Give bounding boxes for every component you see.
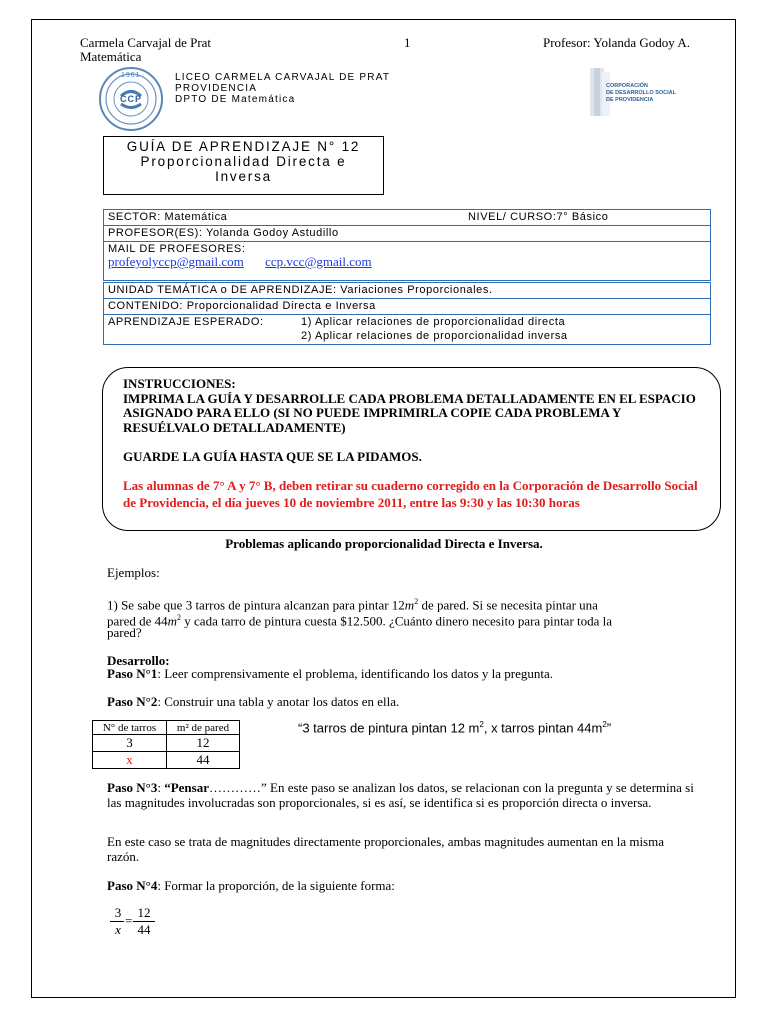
contenido-label: CONTENIDO: Proporcionalidad Directa e Inversa	[108, 300, 376, 312]
equals-sign: =	[125, 913, 133, 928]
mail-link-2[interactable]: ccp.vcc@gmail.com	[265, 254, 372, 269]
corp-line3: DE PROVIDENCIA	[606, 97, 654, 103]
profesor-label: PROFESOR(ES): Yolanda Godoy Astudillo	[108, 227, 339, 239]
desarrollo-heading: Desarrollo:	[107, 653, 170, 668]
nivel-label: NIVEL/ CURSO:7° Básico	[468, 211, 609, 223]
frac-left-denominator: x	[115, 922, 121, 937]
table-row	[93, 735, 240, 752]
guide-title-line3: Inversa	[215, 169, 272, 184]
explanation-paragraph: En este caso se trata de magnitudes directamente proporcionales, ambas magnitudes aumentan en la misma razón.	[107, 834, 665, 864]
sector-label: SECTOR: Matemática	[108, 211, 228, 223]
quote-statement: “3 tarros de pintura pintan 12 $m^2$, x tarros pintan $44m^2$”	[298, 720, 612, 736]
table-row	[93, 752, 240, 769]
school-city: PROVIDENCIA	[175, 83, 258, 94]
info-row-sector	[103, 209, 711, 226]
instructions-box	[102, 367, 721, 531]
paso-3: Paso N°3: “Pensar…………” En este paso se analizan los datos, se relacionan con la pregunta y se determina si las magnitudes involucradas son proporcionales, si es así, se identifica si es proporción directa o inversa.	[107, 780, 694, 810]
header-subject: Matemática	[80, 49, 142, 64]
header-author: Carmela Carvajal de Prat	[80, 35, 212, 50]
unidad-label: UNIDAD TEMÁTICA o DE APRENDIZAJE: Variaciones Proporcionales.	[108, 284, 493, 296]
table-cell: 12	[167, 735, 240, 752]
corp-line1: CORPORACIÓN	[606, 83, 648, 89]
logo-year: 1961	[121, 72, 141, 79]
info-row-mail	[103, 241, 711, 281]
paso-4: Paso N°4: Formar la proporción, de la siguiente forma:	[107, 878, 395, 893]
problem-line3: pared?	[107, 625, 142, 640]
data-table	[92, 720, 240, 769]
paso-2: Paso N°2: Construir una tabla y anotar los datos en ella.	[107, 694, 400, 709]
logo-initials: CCP	[120, 94, 143, 104]
school-name: LICEO CARMELA CARVAJAL DE PRAT	[175, 72, 391, 83]
frac-right-denominator: 44	[137, 922, 151, 937]
mail-link-1[interactable]: profeyolyccp@gmail.com	[108, 254, 244, 269]
frac-right-numerator: 12	[137, 905, 151, 920]
aprendizaje-2: 2) Aplicar relaciones de proporcionalidad inversa	[301, 330, 568, 342]
school-logo	[99, 67, 163, 131]
table-cell: 3	[93, 735, 167, 752]
info-row-contenido	[103, 298, 711, 315]
header-teacher: Profesor: Yolanda Godoy A.	[543, 35, 690, 50]
guide-title-line2: Proporcionalidad Directa e	[140, 154, 347, 169]
table-header-pared: m² de pared	[167, 721, 240, 735]
instructions-notice: Las alumnas de 7° A y 7° B, deben retirar su cuaderno corregido en la Corporación de Desarrollo Social de Providencia, el día jueves 10 de noviembre 2011, entre las 9:30 y las 10:30 horas	[123, 477, 698, 510]
problem-line1: 1) Se sabe que 3 tarros de pintura alcanzan para pintar $12m^2$ de pared. Si se necesita pintar una	[107, 597, 598, 613]
instructions-keep: GUARDE LA GUÍA HASTA QUE SE LA PIDAMOS.	[123, 449, 422, 464]
info-row-aprendizaje	[103, 314, 711, 345]
aprendizaje-1: 1) Aplicar relaciones de proporcionalidad directa	[301, 316, 566, 328]
guide-title-box	[103, 136, 384, 195]
table-header-tarros: N° de tarros	[93, 721, 167, 735]
school-dept: DPTO DE Matemática	[175, 94, 296, 105]
examples-label: Ejemplos:	[107, 565, 160, 580]
page-number: 1	[404, 35, 411, 50]
instructions-heading: INSTRUCCIONES:	[123, 376, 236, 391]
table-header-row	[93, 721, 240, 735]
problem-line2: pared de $44m^2$ y cada tarro de pintura cuesta $12.500. ¿Cuánto dinero necesito para pintar toda la	[107, 613, 613, 629]
table-cell: 44	[167, 752, 240, 769]
guide-title-line1: GUÍA DE APRENDIZAJE N° 12	[126, 139, 361, 154]
corp-line2: DE DESARROLLO SOCIAL	[606, 90, 676, 96]
corporation-logo	[584, 66, 676, 120]
mail-label: MAIL DE PROFESORES:	[108, 243, 246, 255]
info-row-profesor	[103, 225, 711, 242]
section-title: Problemas aplicando proporcionalidad Directa e Inversa.	[225, 536, 543, 551]
paso-1: Paso N°1: Leer comprensivamente el problema, identificando los datos y la pregunta.	[107, 666, 553, 681]
table-cell-unknown: x	[93, 752, 167, 769]
frac-left-numerator: 3	[114, 905, 122, 920]
aprendizaje-label: APRENDIZAJE ESPERADO:	[108, 316, 264, 328]
info-row-unidad	[103, 282, 711, 299]
instructions-text: IMPRIMA LA GUÍA Y DESARROLLE CADA PROBLEMA DETALLADAMENTE EN EL ESPACIO ASIGNADO PARA ELLO (SI NO PUEDE IMPRIMIRLA COPIE CADA PROBLEMA Y RESUÉLVALO DETALLADAMENTE)	[123, 390, 696, 435]
proportion-formula	[110, 905, 160, 941]
